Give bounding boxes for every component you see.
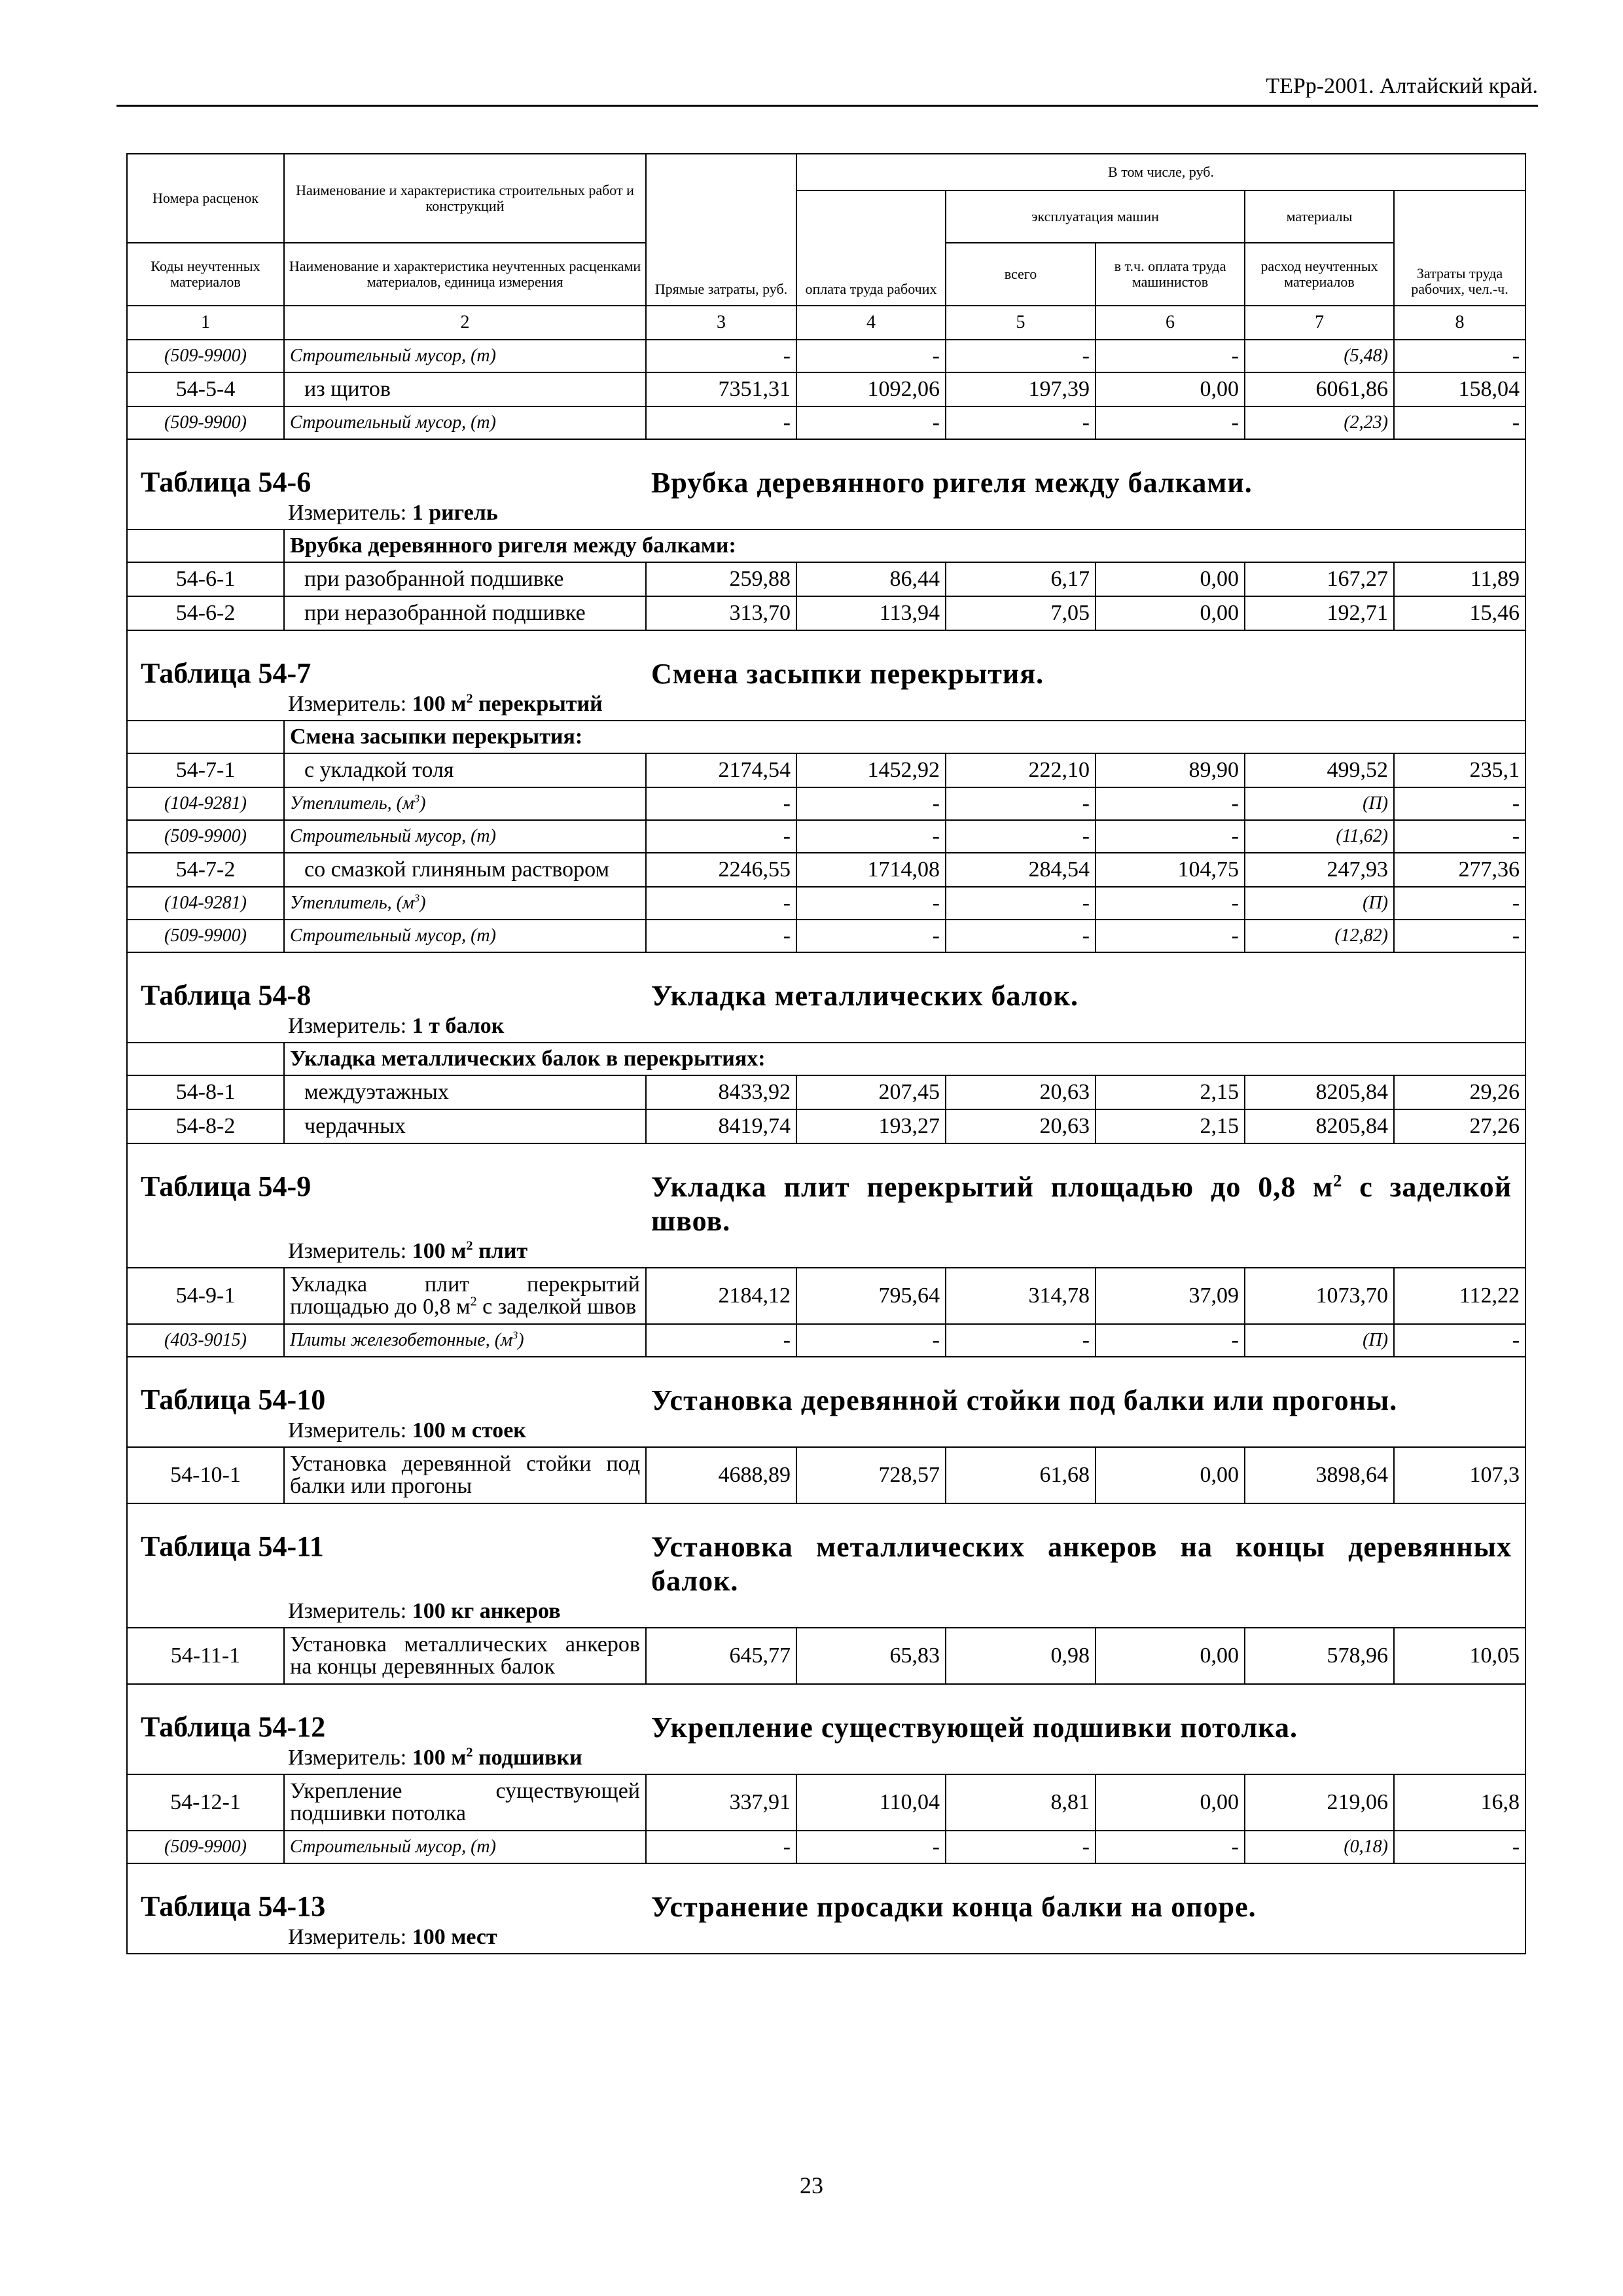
material-name: Плиты железобетонные, $(м^3)$ — [284, 1324, 646, 1357]
col-head-mat-use: расход неучтенных материалов — [1245, 243, 1394, 306]
material-name: Утеплитель, $(м^3)$ — [284, 787, 646, 820]
cell: - — [796, 406, 946, 439]
material-name: Строительный мусор, (т) — [284, 340, 646, 372]
material-code: (509-9900) — [127, 340, 284, 372]
cell: 193,27 — [796, 1109, 946, 1143]
cell: 37,09 — [1096, 1268, 1245, 1324]
measure-unit: 100 мест — [412, 1925, 497, 1949]
cell: 197,39 — [946, 372, 1096, 406]
material-code: (509-9900) — [127, 920, 284, 952]
cell: 247,93 — [1245, 853, 1394, 887]
measure-row — [127, 1238, 1525, 1268]
running-header: ТЕРр-2001. Алтайский край. — [116, 73, 1538, 107]
cell: 110,04 — [796, 1774, 946, 1831]
rate-name: Укладка плит перекрытий площадью до 0,8 $м^2$ с заделкой швов — [284, 1268, 646, 1324]
rate-row — [127, 753, 1525, 787]
table-title-row — [127, 630, 1525, 691]
cell: - — [646, 887, 796, 920]
cell: - — [1096, 920, 1245, 952]
cell: 20,63 — [946, 1075, 1096, 1109]
rate-row — [127, 1447, 1525, 1503]
cell: (12,82) — [1245, 920, 1394, 952]
cell: 219,06 — [1245, 1774, 1394, 1831]
material-code: (509-9900) — [127, 406, 284, 439]
group-title: Врубка деревянного ригеля между балками: — [284, 529, 1525, 562]
table-title: Установка металлических анкеров на концы деревянных балок. — [651, 1531, 1512, 1597]
cell: - — [1394, 787, 1525, 820]
measure-prefix: Измеритель: — [288, 1599, 407, 1623]
cell: (П) — [1245, 887, 1394, 920]
cell: - — [646, 920, 796, 952]
cell: - — [1394, 887, 1525, 920]
measure-row — [127, 1745, 1525, 1774]
cell: 284,54 — [946, 853, 1096, 887]
table-title: Смена засыпки перекрытия. — [651, 658, 1044, 690]
cell: 795,64 — [796, 1268, 946, 1324]
measure-row — [127, 1924, 1525, 1954]
cell: 1073,70 — [1245, 1268, 1394, 1324]
cell: (2,23) — [1245, 406, 1394, 439]
rate-name: Укрепление существующей подшивки потолка — [284, 1774, 646, 1831]
cell: - — [1394, 1324, 1525, 1357]
cell: 2,15 — [1096, 1109, 1245, 1143]
material-name: Строительный мусор, (т) — [284, 920, 646, 952]
rate-code: 54-9-1 — [127, 1268, 284, 1324]
col-num: 4 — [796, 306, 946, 340]
material-code: (509-9900) — [127, 820, 284, 853]
cell: 337,91 — [646, 1774, 796, 1831]
cell: 0,00 — [1096, 1447, 1245, 1503]
rate-row — [127, 853, 1525, 887]
material-row — [127, 1831, 1525, 1863]
material-name: Строительный мусор, (т) — [284, 1831, 646, 1863]
cell: 222,10 — [946, 753, 1096, 787]
col-head-labor-pay: оплата труда рабочих — [796, 190, 946, 306]
measure-row — [127, 1598, 1525, 1628]
cell: 1092,06 — [796, 372, 946, 406]
rate-row — [127, 1628, 1525, 1684]
cell: - — [1394, 1831, 1525, 1863]
rate-name: междуэтажных — [284, 1075, 646, 1109]
cell: - — [796, 920, 946, 952]
cell: 8433,92 — [646, 1075, 796, 1109]
cell: 8,81 — [946, 1774, 1096, 1831]
cell: 11,89 — [1394, 562, 1525, 596]
rate-row — [127, 1774, 1525, 1831]
cell: - — [796, 820, 946, 853]
measure-unit: 1 т балок — [412, 1014, 505, 1038]
col-head-labor-cost: Затраты труда рабочих, чел.-ч. — [1394, 190, 1525, 306]
table-title-row — [127, 1684, 1525, 1745]
table-title-row — [127, 1503, 1525, 1598]
cell: 235,1 — [1394, 753, 1525, 787]
col-num: 1 — [127, 306, 284, 340]
table-title: Укрепление существующей подшивки потолка. — [651, 1712, 1298, 1744]
col-num: 6 — [1096, 306, 1245, 340]
table-label: Таблица 54-10 — [141, 1384, 326, 1416]
cell: - — [796, 887, 946, 920]
cell: (5,48) — [1245, 340, 1394, 372]
cell: 6,17 — [946, 562, 1096, 596]
cell: 1714,08 — [796, 853, 946, 887]
rate-code: 54-11-1 — [127, 1628, 284, 1684]
cell: - — [1096, 406, 1245, 439]
cell: 0,98 — [946, 1628, 1096, 1684]
cell: - — [1096, 1324, 1245, 1357]
cell: 104,75 — [1096, 853, 1245, 887]
cell: - — [946, 406, 1096, 439]
cell: 7,05 — [946, 596, 1096, 630]
group-row — [127, 529, 1525, 562]
cell: - — [1096, 887, 1245, 920]
col-head-machines: эксплуатация машин — [946, 190, 1245, 243]
measure-prefix: Измеритель: — [288, 1418, 407, 1443]
cell: 0,00 — [1096, 1628, 1245, 1684]
material-code: (403-9015) — [127, 1324, 284, 1357]
cell: 2246,55 — [646, 853, 796, 887]
cell: - — [796, 1831, 946, 1863]
measure-prefix: Измеритель: — [288, 692, 407, 716]
rate-code: 54-6-1 — [127, 562, 284, 596]
cell: 112,22 — [1394, 1268, 1525, 1324]
material-row — [127, 920, 1525, 952]
col-head-name2: Наименование и характеристика неучтенных расценками материалов, единица измерения — [284, 243, 646, 306]
cell: 158,04 — [1394, 372, 1525, 406]
cell: - — [1394, 406, 1525, 439]
table-title: Устранение просадки конца балки на опоре. — [651, 1891, 1257, 1923]
cell: 0,00 — [1096, 596, 1245, 630]
rate-code: 54-8-2 — [127, 1109, 284, 1143]
col-head-codes: Номера расценок — [127, 154, 284, 243]
cell: 0,00 — [1096, 372, 1245, 406]
group-title: Укладка металлических балок в перекрытиях: — [284, 1043, 1525, 1075]
material-row — [127, 887, 1525, 920]
table-title: Укладка металлических балок. — [651, 980, 1079, 1012]
cell: 16,8 — [1394, 1774, 1525, 1831]
cell: 15,46 — [1394, 596, 1525, 630]
col-head-incl: В том числе, руб. — [796, 154, 1525, 190]
material-code: (104-9281) — [127, 887, 284, 920]
rate-row — [127, 1109, 1525, 1143]
cell: 207,45 — [796, 1075, 946, 1109]
table-label: Таблица 54-6 — [141, 466, 312, 498]
rate-row — [127, 596, 1525, 630]
cell: - — [946, 920, 1096, 952]
cell: 6061,86 — [1245, 372, 1394, 406]
measure-row — [127, 691, 1525, 721]
cell: (11,62) — [1245, 820, 1394, 853]
table-title: Врубка деревянного ригеля между балками. — [651, 467, 1253, 499]
col-head-direct: Прямые затраты, руб. — [646, 154, 796, 306]
measure-unit: 100 $м^2$ плит — [412, 1238, 528, 1263]
measure-unit: 100 кг анкеров — [412, 1599, 561, 1623]
measure-unit: 100 м стоек — [412, 1418, 526, 1443]
material-row — [127, 340, 1525, 372]
col-num: 3 — [646, 306, 796, 340]
table-title-row — [127, 1863, 1525, 1924]
cell: - — [1394, 820, 1525, 853]
col-num: 2 — [284, 306, 646, 340]
table-label: Таблица 54-12 — [141, 1711, 326, 1743]
cell: 728,57 — [796, 1447, 946, 1503]
cell: 259,88 — [646, 562, 796, 596]
cell: (П) — [1245, 1324, 1394, 1357]
cell: 89,90 — [1096, 753, 1245, 787]
cell: 86,44 — [796, 562, 946, 596]
cell: 3898,64 — [1245, 1447, 1394, 1503]
rate-name: с укладкой толя — [284, 753, 646, 787]
measure-row — [127, 1013, 1525, 1043]
material-name: Строительный мусор, (т) — [284, 820, 646, 853]
rate-name: Установка металлических анкеров на концы деревянных балок — [284, 1628, 646, 1684]
cell: - — [946, 1831, 1096, 1863]
rate-name: Установка деревянной стойки под балки или прогоны — [284, 1447, 646, 1503]
material-row — [127, 406, 1525, 439]
rate-code: 54-5-4 — [127, 372, 284, 406]
col-num: 5 — [946, 306, 1096, 340]
rate-name: со смазкой глиняным раствором — [284, 853, 646, 887]
table-title-row — [127, 1357, 1525, 1418]
cell: 2174,54 — [646, 753, 796, 787]
cell: - — [1096, 340, 1245, 372]
cell: - — [646, 1324, 796, 1357]
measure-prefix: Измеритель: — [288, 501, 407, 525]
table-title: Установка деревянной стойки под балки или прогоны. — [651, 1384, 1398, 1416]
cell: 61,68 — [946, 1447, 1096, 1503]
measure-prefix: Измеритель: — [288, 1014, 407, 1038]
cell: 499,52 — [1245, 753, 1394, 787]
cell: - — [1096, 787, 1245, 820]
col-head-codes2: Коды неучтенных материалов — [127, 243, 284, 306]
cell: (0,18) — [1245, 1831, 1394, 1863]
table-label: Таблица 54-8 — [141, 979, 312, 1011]
cell: 4688,89 — [646, 1447, 796, 1503]
table-title-row — [127, 1143, 1525, 1238]
cell: 192,71 — [1245, 596, 1394, 630]
cell: - — [946, 1324, 1096, 1357]
cell: - — [796, 1324, 946, 1357]
group-row — [127, 721, 1525, 753]
col-num: 7 — [1245, 306, 1394, 340]
cell: - — [646, 406, 796, 439]
cell: 65,83 — [796, 1628, 946, 1684]
cell: - — [646, 1831, 796, 1863]
rate-name: при разобранной подшивке — [284, 562, 646, 596]
table-label: Таблица 54-7 — [141, 657, 312, 689]
col-head-incl-mach: в т.ч. оплата труда машинистов — [1096, 243, 1245, 306]
cell: 7351,31 — [646, 372, 796, 406]
measure-prefix: Измеритель: — [288, 1746, 407, 1770]
rate-row — [127, 1075, 1525, 1109]
table-label: Таблица 54-11 — [141, 1530, 324, 1562]
material-row — [127, 787, 1525, 820]
cell: 107,3 — [1394, 1447, 1525, 1503]
cell: 0,00 — [1096, 562, 1245, 596]
material-code: (104-9281) — [127, 787, 284, 820]
rate-row — [127, 562, 1525, 596]
material-row — [127, 820, 1525, 853]
rate-code: 54-8-1 — [127, 1075, 284, 1109]
rate-row — [127, 372, 1525, 406]
cell: 578,96 — [1245, 1628, 1394, 1684]
cell: - — [796, 787, 946, 820]
material-row — [127, 1324, 1525, 1357]
measure-row — [127, 1418, 1525, 1447]
cell: 29,26 — [1394, 1075, 1525, 1109]
material-name: Утеплитель, $(м^3)$ — [284, 887, 646, 920]
cell: 113,94 — [796, 596, 946, 630]
material-name: Строительный мусор, (т) — [284, 406, 646, 439]
measure-prefix: Измеритель: — [288, 1239, 407, 1263]
rate-name: при неразобранной подшивке — [284, 596, 646, 630]
header-row-1 — [127, 154, 1525, 190]
cell: (П) — [1245, 787, 1394, 820]
measure-unit: 100 $м^2$ подшивки — [412, 1745, 582, 1770]
cell: - — [946, 887, 1096, 920]
cell: 8205,84 — [1245, 1109, 1394, 1143]
measure-unit: 1 ригель — [412, 501, 498, 525]
cell: 645,77 — [646, 1628, 796, 1684]
cell: 1452,92 — [796, 753, 946, 787]
cell: - — [646, 820, 796, 853]
cell: 10,05 — [1394, 1628, 1525, 1684]
group-title: Смена засыпки перекрытия: — [284, 721, 1525, 753]
group-row — [127, 1043, 1525, 1075]
rate-code: 54-7-2 — [127, 853, 284, 887]
col-head-materials: материалы — [1245, 190, 1394, 243]
cell: - — [1096, 1831, 1245, 1863]
cell: - — [1394, 920, 1525, 952]
cell: 313,70 — [646, 596, 796, 630]
column-numbers-row — [127, 306, 1525, 340]
col-num: 8 — [1394, 306, 1525, 340]
cell: - — [946, 820, 1096, 853]
page-number: 23 — [800, 2172, 823, 2198]
table-title-row — [127, 952, 1525, 1013]
cell: 2,15 — [1096, 1075, 1245, 1109]
cell: - — [646, 787, 796, 820]
rate-row — [127, 1268, 1525, 1324]
cell: 8205,84 — [1245, 1075, 1394, 1109]
cell: 20,63 — [946, 1109, 1096, 1143]
cell: 8419,74 — [646, 1109, 796, 1143]
col-head-total: всего — [946, 243, 1096, 306]
table-label: Таблица 54-9 — [141, 1170, 312, 1202]
cell: 314,78 — [946, 1268, 1096, 1324]
cell: - — [646, 340, 796, 372]
material-code: (509-9900) — [127, 1831, 284, 1863]
cell: 277,36 — [1394, 853, 1525, 887]
measure-prefix: Измеритель: — [288, 1925, 407, 1949]
cell: - — [796, 340, 946, 372]
cell: - — [1394, 340, 1525, 372]
table-title-row — [127, 439, 1525, 500]
rate-code: 54-12-1 — [127, 1774, 284, 1831]
cell: 167,27 — [1245, 562, 1394, 596]
table-title: Укладка плит перекрытий площадью до 0,8 $м^2$ с заделкой швов. — [651, 1170, 1512, 1237]
rate-code: 54-7-1 — [127, 753, 284, 787]
rates-table — [126, 153, 1526, 1954]
cell: 0,00 — [1096, 1774, 1245, 1831]
cell: - — [1096, 820, 1245, 853]
col-head-name: Наименование и характеристика строительных работ и конструкций — [284, 154, 646, 243]
measure-row — [127, 500, 1525, 529]
table-label: Таблица 54-13 — [141, 1890, 326, 1922]
rate-name: из щитов — [284, 372, 646, 406]
measure-unit: 100 $м^2$ перекрытий — [412, 691, 603, 716]
cell: - — [946, 787, 1096, 820]
rate-name: чердачных — [284, 1109, 646, 1143]
cell: 2184,12 — [646, 1268, 796, 1324]
cell: 27,26 — [1394, 1109, 1525, 1143]
rate-code: 54-10-1 — [127, 1447, 284, 1503]
cell: - — [946, 340, 1096, 372]
rate-code: 54-6-2 — [127, 596, 284, 630]
